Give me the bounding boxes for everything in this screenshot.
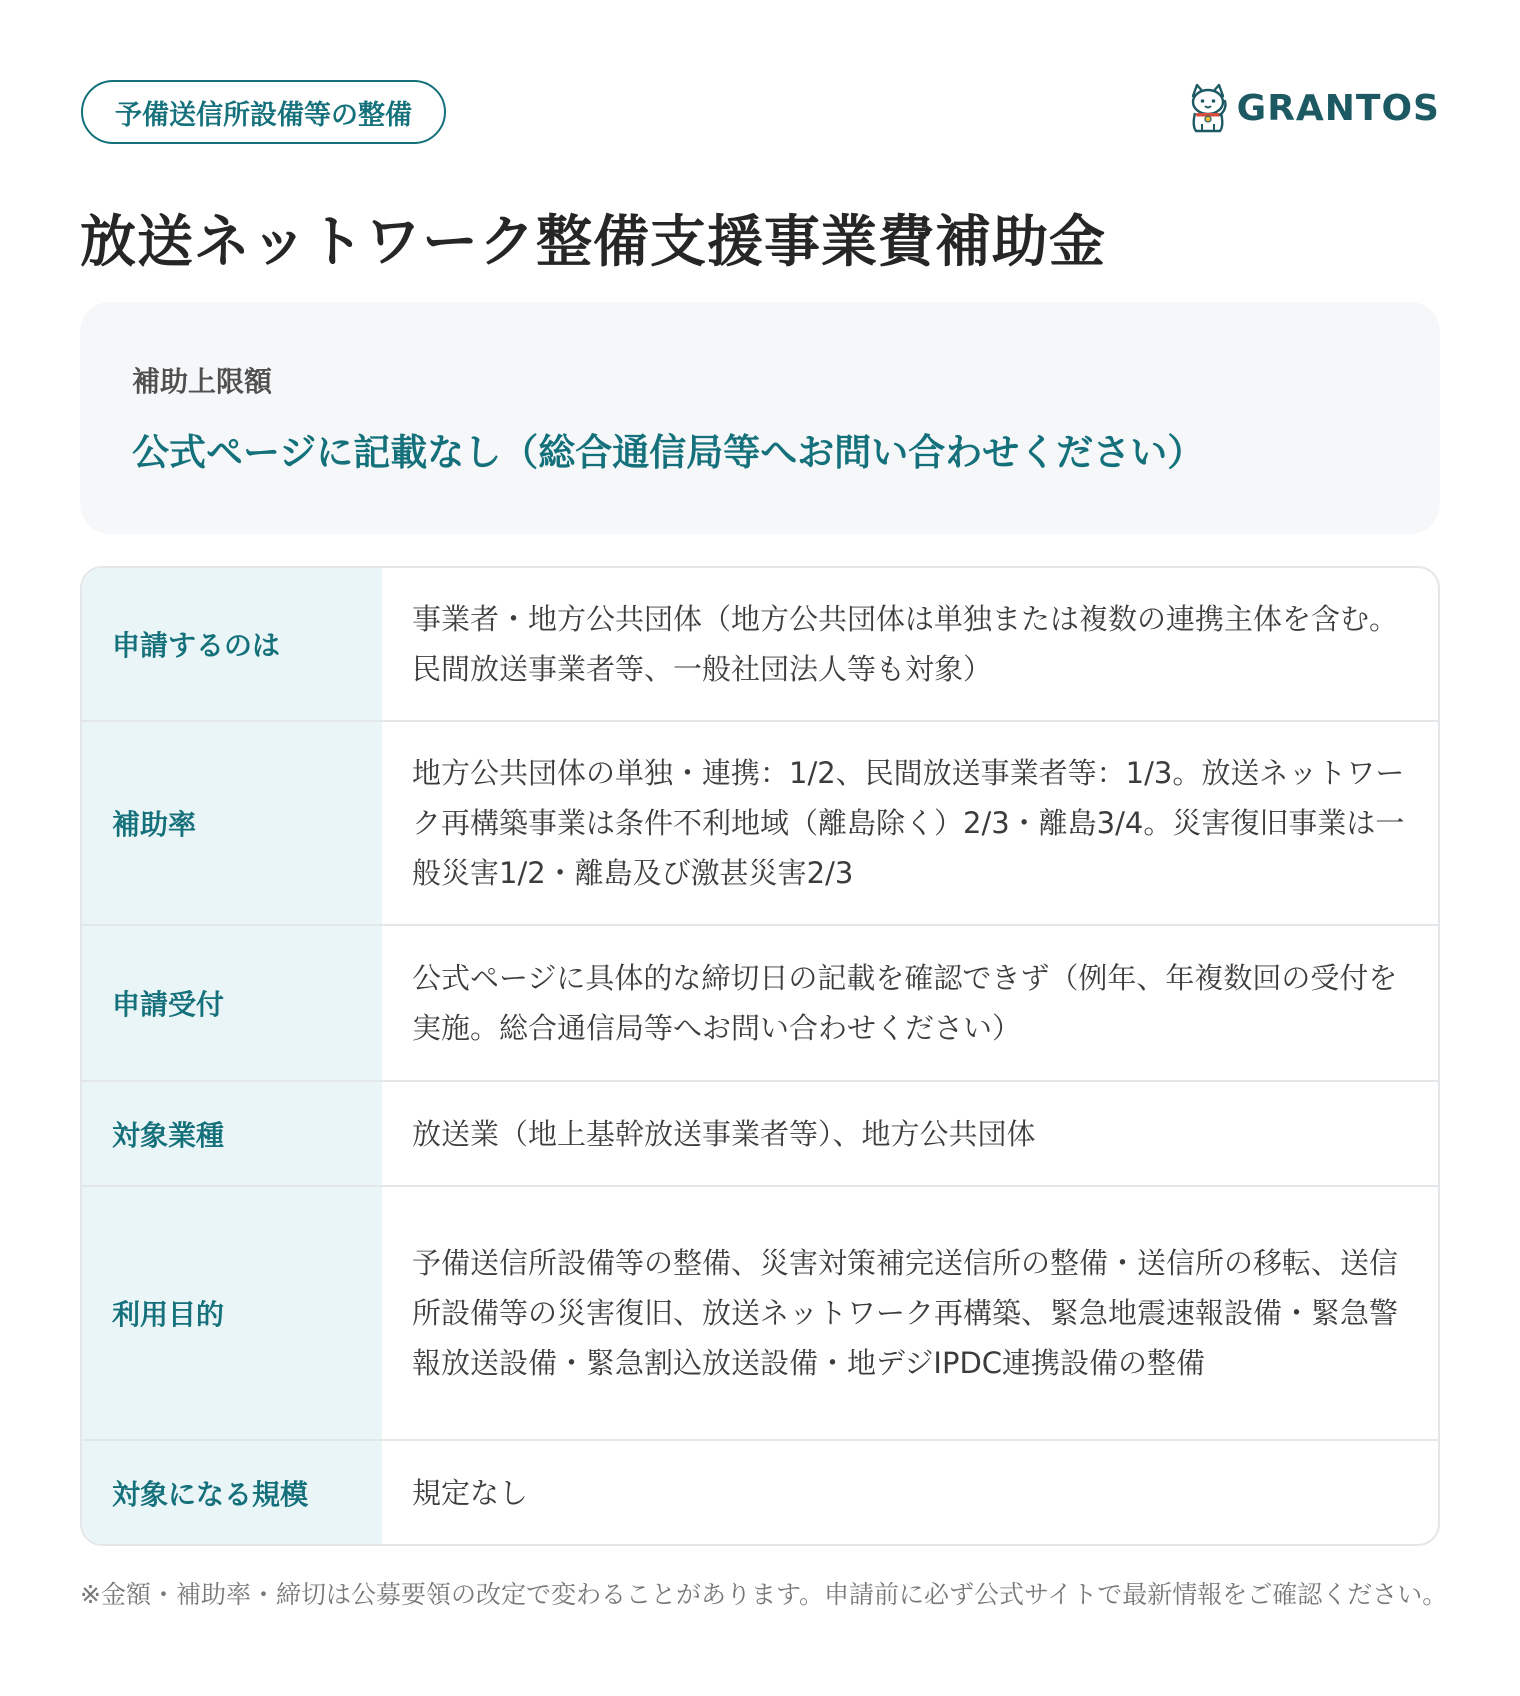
row-value: 予備送信所設備等の整備、災害対策補完送信所の整備・送信所の移転、送信所設備等の災害復旧、放送ネットワーク再構築、緊急地震速報設備・緊急警報放送設備・緊急割込放送設備・地デジIPDC連携設備の整備 — [412, 1246, 1399, 1380]
row-value-cell — [382, 926, 1438, 1080]
info-table — [80, 566, 1440, 1546]
table-row-scale — [82, 1439, 1438, 1544]
row-value-cell — [382, 1082, 1438, 1185]
logo-text: GRANTOS — [1236, 87, 1440, 129]
row-value: 事業者・地方公共団体（地方公共団体は単独または複数の連携主体を含む。民間放送事業者等、一般社団法人等も対象） — [412, 602, 1399, 686]
row-label: 申請受付 — [82, 926, 382, 1080]
table-row-subsidy-rate — [82, 720, 1438, 924]
row-value-cell — [382, 722, 1438, 924]
table-row-industry — [82, 1080, 1438, 1185]
category-tag — [81, 80, 446, 144]
page-title: 放送ネットワーク整備支援事業費補助金 — [80, 210, 1106, 275]
row-value: 地方公共団体の単独・連携：1/2、民間放送事業者等：1/3。放送ネットワーク再構築事業は条件不利地域（離島除く）2/3・離島3/4。災害復旧事業は一般災害1/2・離島及び激甚災害2/3 — [412, 756, 1405, 890]
row-label: 対象業種 — [82, 1082, 382, 1185]
row-value: 放送業（地上基幹放送事業者等）、地方公共団体 — [412, 1116, 1036, 1151]
row-value: 規定なし — [412, 1475, 529, 1510]
table-row-application-period — [82, 924, 1438, 1080]
row-value-cell — [382, 568, 1438, 720]
lucky-cat-icon — [1187, 82, 1229, 134]
row-label: 利用目的 — [82, 1187, 382, 1439]
row-label: 補助率 — [82, 722, 382, 924]
disclaimer-note: ※金額・補助率・締切は公募要領の改定で変わることがあります。申請前に必ず公式サイトで最新情報をご確認ください。 — [80, 1580, 1448, 1609]
table-row-purpose — [82, 1185, 1438, 1439]
row-label: 申請するのは — [82, 568, 382, 720]
row-value: 公式ページに具体的な締切日の記載を確認できず（例年、年複数回の受付を実施。総合通信局等へお問い合わせください） — [412, 961, 1398, 1045]
subsidy-cap-card — [80, 302, 1440, 534]
row-value-cell — [382, 1441, 1438, 1544]
table-row-applicant — [82, 568, 1438, 720]
brand-logo — [1187, 82, 1440, 134]
subsidy-cap-label: 補助上限額 — [132, 365, 273, 398]
row-value-cell — [382, 1187, 1438, 1439]
category-tag-label: 予備送信所設備等の整備 — [115, 99, 412, 131]
row-label: 対象になる規模 — [82, 1441, 382, 1544]
subsidy-cap-value: 公式ページに記載なし（総合通信局等へお問い合わせください） — [132, 431, 1205, 474]
